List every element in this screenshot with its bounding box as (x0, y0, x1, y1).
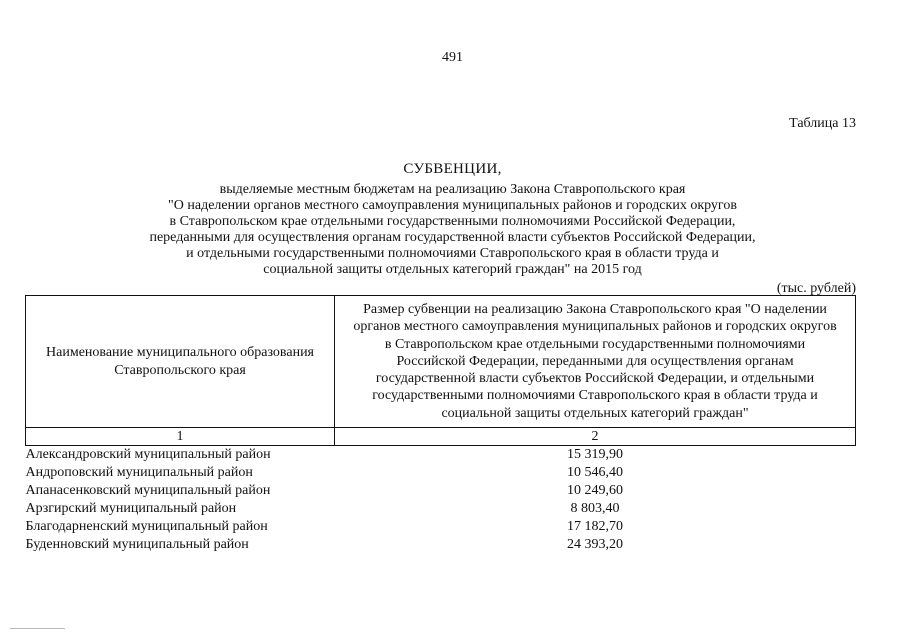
header-amount-line: Размер субвенции на реализацию Закона Ставропольского края "О наделении (363, 301, 827, 317)
header-amount-line: государственной власти субъектов Российской Федерации, и отдельными (375, 371, 815, 387)
row-name: Благодарненский муниципальный район (25, 519, 268, 534)
row-name: Буденновский муниципальный район (25, 537, 249, 552)
page-number: 491 (442, 50, 463, 65)
row-name: Андроповский муниципальный район (25, 465, 253, 480)
title-line: переданными для осуществления органам государственной власти субъектов Российской Федерации, (149, 230, 756, 245)
subvention-table (25, 295, 856, 554)
table-row (26, 446, 856, 465)
row-value: 8 803,40 (570, 501, 620, 516)
title-line: выделяемые местным бюджетам на реализацию Закона Ставропольского края (219, 182, 686, 197)
row-value: 10 546,40 (567, 465, 623, 480)
title-line: "О наделении органов местного самоуправления муниципальных районов и городских округов (168, 198, 737, 213)
title-main: СУБВЕНЦИИ, (403, 161, 502, 177)
column-number-2: 2 (335, 428, 856, 446)
row-name: Арзгирский муниципальный район (25, 501, 237, 516)
row-value: 24 393,20 (567, 537, 623, 552)
table-row (26, 536, 856, 554)
row-name: Александровский муниципальный район (25, 447, 271, 462)
header-amount-line: социальной защиты отдельных категорий граждан" (441, 405, 749, 421)
title-line: и отдельными государственными полномочиями Ставропольского края в области труда и (186, 246, 719, 261)
row-name: Апанасенковский муниципальный район (25, 483, 271, 498)
header-amount-line: органов местного самоуправления муниципальных районов и городских округов (353, 319, 837, 335)
title-line: социальной защиты отдельных категорий граждан" на 2015 год (263, 262, 642, 277)
table-row (26, 464, 856, 482)
header-name-line: Наименование муниципального образования (46, 345, 314, 361)
header-amount-line: государственными полномочиями Ставропольского края в области труда и (372, 388, 818, 404)
row-value: 17 182,70 (567, 519, 623, 534)
header-name-line: Ставропольского края (114, 362, 246, 378)
table-header-row (26, 296, 856, 428)
scan-artifact (10, 628, 65, 629)
document-title (0, 160, 905, 278)
header-cell-amount (335, 296, 856, 428)
column-number-row (26, 428, 856, 446)
row-value: 10 249,60 (567, 483, 623, 498)
header-cell-name (26, 296, 335, 428)
header-amount-line: Российской Федерации, переданными для осуществления органам (396, 353, 794, 369)
header-amount-line: в Ставропольском крае отдельными государственными полномочиями (384, 336, 806, 352)
row-value: 15 319,90 (567, 447, 623, 462)
table-row (26, 518, 856, 536)
table-row (26, 500, 856, 518)
units-label: (тыс. рублей) (776, 281, 856, 296)
title-line: в Ставропольском крае отдельными государственными полномочиями Российской Федерации, (169, 214, 736, 229)
table-row (26, 482, 856, 500)
column-number-1: 1 (26, 428, 335, 446)
table-label: Таблица 13 (789, 116, 856, 131)
